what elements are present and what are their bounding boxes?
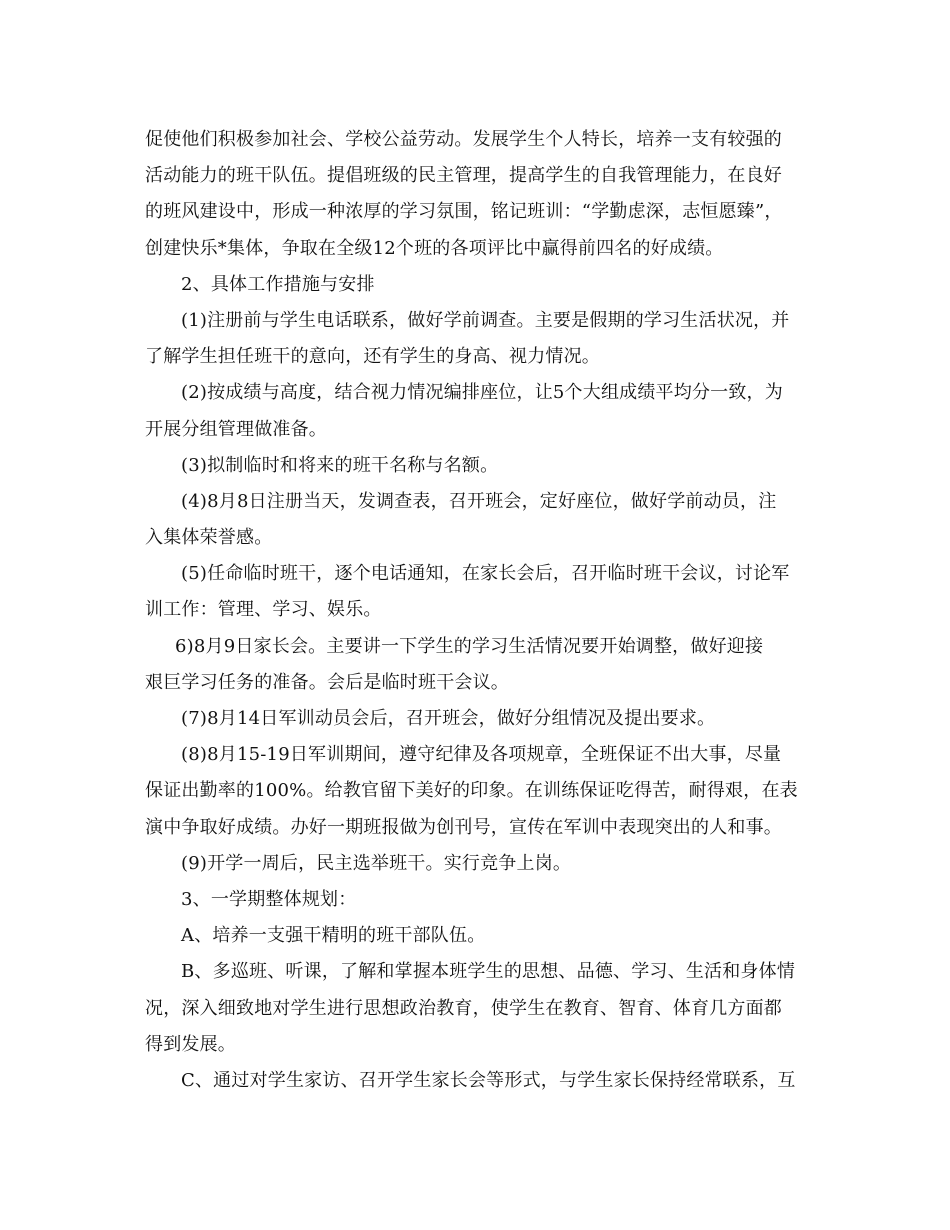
paragraph-line: 演中争取好成绩。办好一期班报做为创刊号，宣传在军训中表现突出的人和事。 <box>145 816 782 838</box>
paragraph-line: 活动能力的班干队伍。提倡班级的民主管理，提高学生的自我管理能力，在良好 <box>145 165 782 187</box>
paragraph-line: 创建快乐*集体，争取在全级12个班的各项评比中赢得前四名的好成绩。 <box>145 237 724 259</box>
paragraph-line: 艰巨学习任务的准备。会后是临时班干会议。 <box>145 671 509 693</box>
paragraph-line: 训工作：管理、学习、娱乐。 <box>145 599 382 621</box>
paragraph-line: (1)注册前与学生电话联系，做好学前调查。主要是假期的学习生活状况，并 <box>181 309 790 331</box>
paragraph-line: 保证出勤率的100%。给教官留下美好的印象。在训练保证吃得苦，耐得艰，在表 <box>145 780 798 802</box>
paragraph-line: C、通过对学生家访、召开学生家长会等形式，与学生家长保持经常联系，互 <box>181 1069 796 1091</box>
paragraph-line: (8)8月15-19日军训期间，遵守纪律及各项规章，全班保证不出大事，尽量 <box>181 744 782 766</box>
document-body <box>145 122 810 1099</box>
paragraph-line: 开展分组管理做准备。 <box>145 418 327 440</box>
section-heading: 2、具体工作措施与安排 <box>181 273 375 295</box>
paragraph-line: (4)8月8日注册当天，发调查表，召开班会，定好座位，做好学前动员，注 <box>181 490 777 512</box>
paragraph-line: A、培养一支强干精明的班干部队伍。 <box>181 925 486 947</box>
paragraph-line: (9)开学一周后，民主选举班干。实行竞争上岗。 <box>181 852 572 874</box>
paragraph-line: 促使他们积极参加社会、学校公益劳动。发展学生个人特长，培养一支有较强的 <box>145 129 782 150</box>
section-heading: 3、一学期整体规划： <box>181 888 357 910</box>
paragraph-line: (2)按成绩与高度，结合视力情况编排座位，让5个大组成绩平均分一致，为 <box>181 382 783 404</box>
paragraph-line: (3)拟制临时和将来的班干名称与名额。 <box>181 454 499 476</box>
paragraph-line: (5)任命临时班干，逐个电话通知，在家长会后，召开临时班干会议，讨论军 <box>181 563 790 585</box>
paragraph-line: 入集体荣誉感。 <box>145 527 273 549</box>
paragraph-line: 了解学生担任班干的意向，还有学生的身高、视力情况。 <box>145 346 600 368</box>
paragraph-line: (7)8月14日军训动员会后，召开班会，做好分组情况及提出要求。 <box>181 708 716 729</box>
paragraph-line: B、多巡班、听课，了解和掌握本班学生的思想、品德、学习、生活和身体情 <box>181 961 796 983</box>
paragraph-line: 6)8月9日家长会。主要讲一下学生的学习生活情况要开始调整，做好迎接 <box>175 635 764 657</box>
paragraph-line: 的班风建设中，形成一种浓厚的学习氛围，铭记班训：“学勤虑深，志恒愿臻”， <box>145 201 783 223</box>
paragraph-line: 况，深入细致地对学生进行思想政治教育，使学生在教育、智育、体育几方面都 <box>145 997 782 1019</box>
paragraph-line: 得到发展。 <box>145 1033 236 1055</box>
